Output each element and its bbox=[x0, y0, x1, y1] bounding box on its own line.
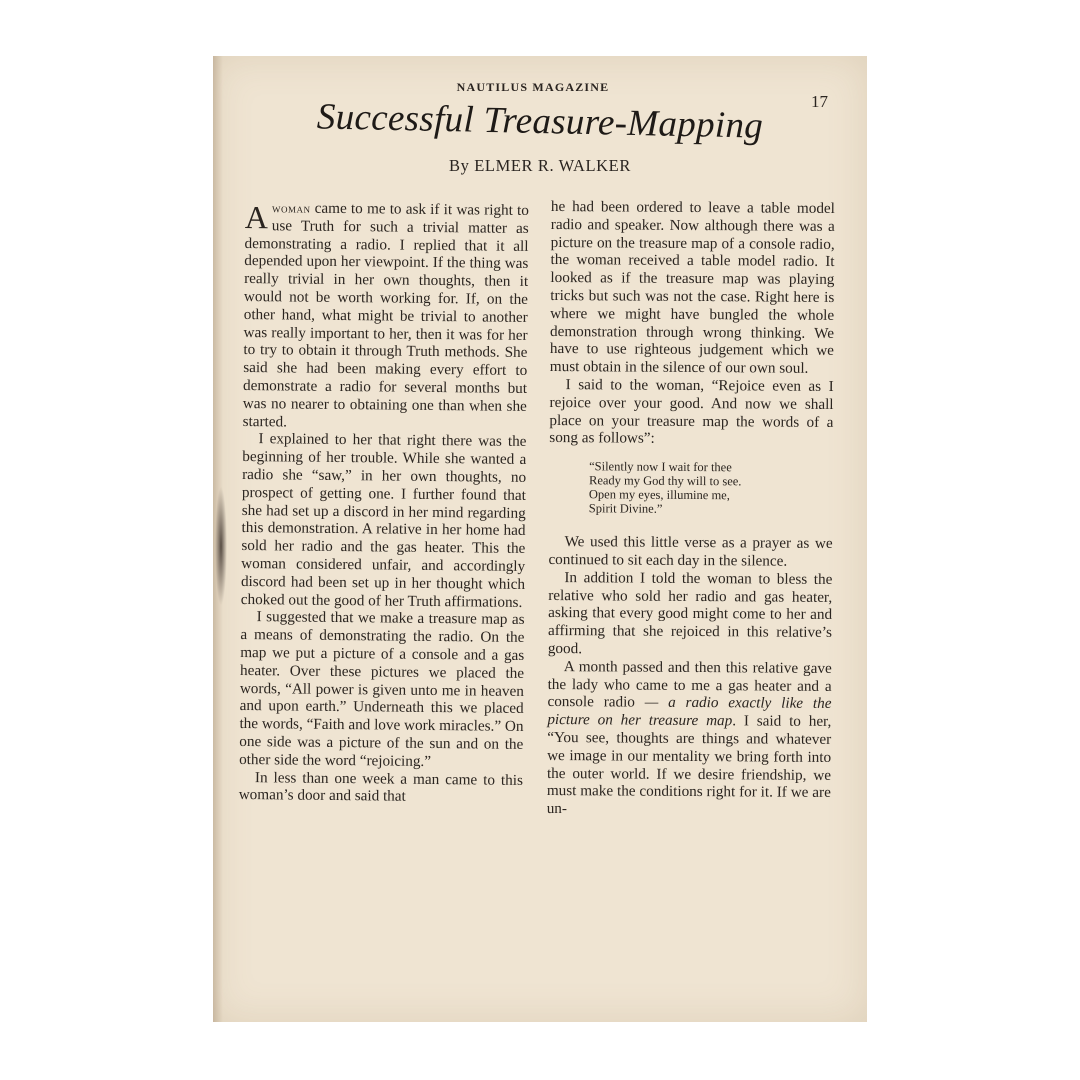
paragraph: he had been ordered to leave a table model radio and speaker. Now although there was a picture on the treasure map of a console radio, the woman received a table model radio. It looked as if the treasure map was playing tricks but such was not the case. Right here is where we might have bungled the whole demonstration through wrong thinking. We have to use righteous judgement which we must obtain in the silence of our own soul. bbox=[549, 198, 835, 377]
poem-line: Ready my God thy will to see. bbox=[588, 473, 742, 489]
italic-phrase: — a radio exactly like the picture on her treasure map bbox=[547, 693, 832, 730]
paragraph: I suggested that we make a treasure map as a means of demonstrating the radio. On the map we put a picture of a console and a gas heater. Over these pictures we placed the words, “All power is given unto me in heaven and upon earth.” Underneath this we placed the words, “Faith and love work miracles.” On one side was a picture of the sun and on the other side the word “rejoicing.” bbox=[239, 608, 525, 770]
first-word: woman bbox=[271, 200, 311, 216]
paragraph-text: came to me to ask if it was right to use Truth for such a trivial matter as demonstrating a radio. I replied that it all depended upon her viewpoint. If the thing was really trivial in her own thoughts, then it would not be worth working for. If, on the other hand, what might be trivial to another was really important to her, then it was for her to try to obtain it through Truth methods. She said she had been making every effort to demonstrate a radio for several months but was no nearer to obtaining one than when she started. bbox=[242, 199, 529, 431]
drop-cap: A bbox=[244, 199, 269, 236]
right-column bbox=[547, 198, 835, 820]
poem-line: Spirit Divine.” bbox=[588, 501, 663, 516]
magazine-page bbox=[213, 56, 867, 1022]
paragraph: In addition I told the woman to bless the relative who sold her radio and gas heater, asking that every good might come to her and affirming that she rejoiced in this relative’s good. bbox=[547, 568, 833, 658]
paragraph-text: A month passed and then this relative gave the lady who came to me a gas heater and a console radio bbox=[547, 657, 832, 711]
poem-verse bbox=[589, 459, 833, 517]
poem-line: “Silently now I wait for thee bbox=[589, 459, 732, 475]
paragraph: I explained to her that right there was the beginning of her trouble. While she wanted a radio she “saw,” in her own thoughts, no prospect of getting one. I further found that she had set up a discord in her mind regarding this demonstration. A relative in her home had sold her radio and the gas heater. This the woman considered unfair, and accordingly discord had been set up in her thought which choked out the good of her Truth affirmations. bbox=[240, 430, 527, 611]
paragraph bbox=[243, 199, 529, 433]
page-stain bbox=[215, 486, 227, 606]
article-byline: By ELMER R. WALKER bbox=[449, 156, 631, 175]
paragraph: In less than one week a man came to this woman’s door and said that bbox=[238, 768, 524, 806]
paragraph-text: . I said to her, “You see, thoughts are things and whatever we image in our mentality we bring forth into the outer world. If we desire friendship, we must make the conditions right for it. If we are un- bbox=[546, 712, 832, 818]
article-title: Successful Treasure-Mapping bbox=[316, 96, 764, 147]
poem-line: Open my eyes, illumine me, bbox=[588, 487, 730, 503]
page-number: 17 bbox=[811, 92, 828, 111]
magazine-header: NAUTILUS MAGAZINE bbox=[456, 80, 610, 94]
paragraph bbox=[547, 658, 832, 820]
paragraph: We used this little verse as a prayer as we continued to sit each day in the silence. bbox=[548, 533, 833, 570]
left-column bbox=[239, 199, 529, 807]
paragraph: I said to the woman, “Rejoice even as I rejoice over your good. And now we shall place on your treasure map the words of a song as follows”: bbox=[549, 376, 834, 448]
